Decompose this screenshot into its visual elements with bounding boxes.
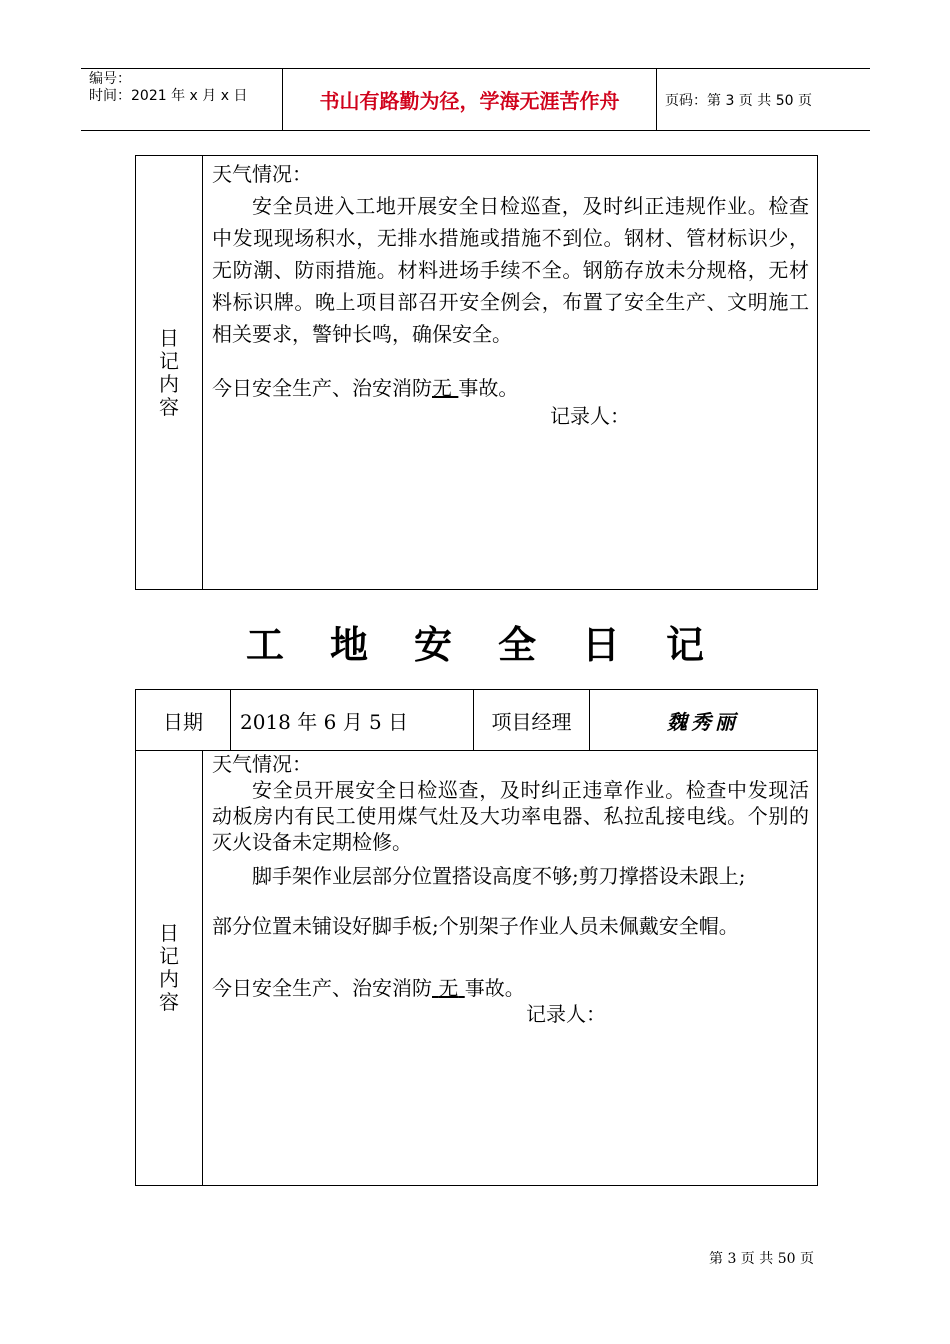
header-page-cell: [655, 69, 870, 130]
diary-paragraph: 安全员开展安全日检巡查，及时纠正违章作业。检查中发现活动板房内有民工使用煤气灶及大功率电器、私拉乱接电线。个别的灭火设备未定期检修。: [212, 778, 809, 854]
recorder-label: 记录人：: [550, 404, 630, 428]
page-header: [81, 68, 870, 131]
diary-line-3: 部分位置未铺设好脚手板;个别架子作业人员未佩戴安全帽。: [212, 914, 739, 938]
manager-label: 项目经理: [474, 690, 590, 750]
document-number: 编号：: [89, 71, 131, 87]
document-time: 时间：2021 年 x 月 x 日: [89, 88, 248, 104]
diary-table-1: [135, 155, 818, 590]
diary-content-label-cell: [136, 750, 203, 1185]
page-footer: 第 3 页 共 50 页: [709, 1251, 814, 1267]
diary-paragraph: 安全员进入工地开展安全日检巡查，及时纠正违规作业。检查中发现现场积水，无排水措施或措施不到位。钢材、管材标识少，无防潮、防雨措施。材料进场手续不全。钢筋存放未分规格，无材料标识牌。晚上项目部召开安全例会，布置了安全生产、文明施工相关要求，警钟长鸣，确保安全。: [212, 194, 809, 346]
weather-label: 天气情况：: [212, 162, 312, 186]
accident-line: 今日安全生产、治安消防 无 事故。: [212, 976, 525, 1000]
recorder-label: 记录人：: [526, 1002, 606, 1026]
diary-line-2: 脚手架作业层部分位置搭设高度不够;剪刀撑搭设未跟上;: [252, 864, 746, 888]
diary-content: [212, 751, 809, 1027]
header-motto-cell: [282, 69, 657, 130]
diary-table-2: [135, 689, 818, 1186]
diary-content: [212, 158, 809, 432]
header-motto: 书山有路勤为径，学海无涯苦作舟: [319, 89, 620, 113]
diary-content-label: 日 记 内 容: [159, 325, 179, 419]
diary-header-row: [136, 690, 817, 751]
diary-body: [136, 750, 817, 1185]
diary-content-label: 日 记 内 容: [159, 920, 179, 1014]
date-value: 2018 年 6 月 5 日: [230, 690, 474, 750]
header-page-info: 页码：第 3 页 共 50 页: [665, 92, 812, 109]
header-meta: [81, 69, 282, 130]
accident-line: 今日安全生产、治安消防无 事故。: [212, 376, 519, 400]
diary-content-label-cell: [136, 156, 203, 589]
manager-signature: 魏秀丽: [667, 709, 739, 734]
date-label: 日期: [136, 690, 231, 750]
accident-value: 无: [438, 976, 459, 1000]
weather-label: 天气情况：: [212, 752, 312, 776]
page-title: 工地安全日记: [245, 623, 750, 667]
accident-value: 无: [432, 376, 452, 400]
